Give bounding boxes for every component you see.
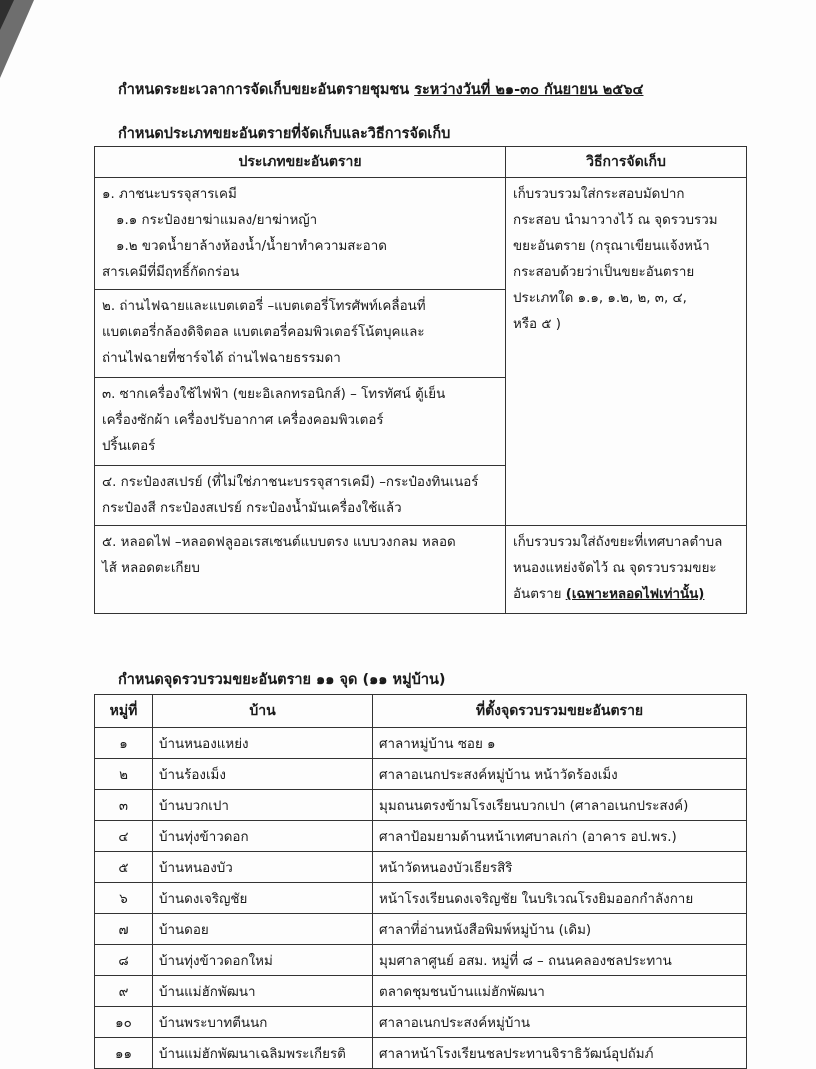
table-row bbox=[95, 759, 747, 790]
village-no-cell: ๓ bbox=[95, 790, 153, 821]
village-name-cell: บ้านบวกเปา bbox=[153, 790, 373, 821]
method-text: อันตราย bbox=[513, 587, 566, 602]
type-line: ๒. ถ่านไฟฉายและแบตเตอรี่ –แบตเตอรี่โทรศัพท์เคลื่อนที่ bbox=[102, 299, 426, 314]
location-cell: หน้าวัดหนองบัวเธียรสิริ bbox=[373, 852, 747, 883]
table-row bbox=[95, 883, 747, 914]
table-header-row bbox=[95, 695, 747, 728]
type-line: สารเคมีที่มีฤทธิ์กัดกร่อน bbox=[102, 265, 240, 280]
type-line: ๓. ซากเครื่องใช้ไฟฟ้า (ขยะอิเลกทรอนิกส์) – โทรทัศน์ ตู้เย็น bbox=[102, 387, 446, 402]
table-row bbox=[95, 821, 747, 852]
table-row bbox=[95, 728, 747, 759]
type-line: ๑.๒ ขวดน้ำยาล้างห้องน้ำ/น้ำยาทำความสะอาด bbox=[116, 239, 387, 254]
table-row bbox=[95, 852, 747, 883]
collection-points-title: กำหนดจุดรวบรวมขยะอันตราย ๑๑ จุด (๑๑ หมู่บ้าน) bbox=[118, 672, 446, 688]
village-no-cell: ๘ bbox=[95, 945, 153, 976]
method-line: เก็บรวบรวมใส่ถังขยะที่เทศบาลตำบล bbox=[513, 535, 723, 550]
collection-method-2 bbox=[506, 526, 747, 614]
location-cell: มุมถนนตรงข้ามโรงเรียนบวกเปา (ศาลาอเนกประสงค์) bbox=[373, 790, 747, 821]
table-row bbox=[95, 790, 747, 821]
hazard-type-5 bbox=[95, 526, 506, 614]
headline-date-range: ระหว่างวันที่ ๒๑-๓๐ กันยายน ๒๕๖๔ bbox=[414, 82, 644, 98]
header-location: ที่ตั้งจุดรวบรวมขยะอันตราย bbox=[373, 695, 747, 728]
hazard-type-3 bbox=[95, 378, 506, 466]
type-line: เครื่องซักผ้า เครื่องปรับอากาศ เครื่องคอมพิวเตอร์ bbox=[102, 413, 384, 428]
table-row bbox=[95, 945, 747, 976]
location-cell: ตลาดชุมชนบ้านแม่ฮักพัฒนา bbox=[373, 976, 747, 1007]
village-no-cell: ๖ bbox=[95, 883, 153, 914]
location-cell: หน้าโรงเรียนดงเจริญชัย ในบริเวณโรงยิมออกกำลังกาย bbox=[373, 883, 747, 914]
table-row bbox=[95, 1007, 747, 1038]
table-row bbox=[95, 526, 747, 614]
type-line: ๕. หลอดไฟ –หลอดฟลูออเรสเซนต์แบบตรง แบบวงกลม หลอด bbox=[102, 535, 456, 550]
location-cell: ศาลาหน้าโรงเรียนชลประทานจิราธิวัฒน์อุปถัมภ์ bbox=[373, 1038, 747, 1069]
method-line: ประเภทใด ๑.๑, ๑.๒, ๒, ๓, ๔, bbox=[513, 291, 687, 306]
village-no-cell: ๗ bbox=[95, 914, 153, 945]
village-name-cell: บ้านแม่ฮักพัฒนาเฉลิมพระเกียรติ bbox=[153, 1038, 373, 1069]
location-cell: ศาลาป้อมยามด้านหน้าเทศบาลเก่า (อาคาร อป.พร.) bbox=[373, 821, 747, 852]
header-village: บ้าน bbox=[153, 695, 373, 728]
location-cell: มุมศาลาศูนย์ อสม. หมู่ที่ ๘ – ถนนคลองชลประทาน bbox=[373, 945, 747, 976]
location-cell: ศาลาหมู่บ้าน ซอย ๑ bbox=[373, 728, 747, 759]
headline-text: กำหนดระยะเวลาการจัดเก็บขยะอันตรายชุมชน bbox=[118, 82, 415, 98]
type-line: ปริ้นเตอร์ bbox=[102, 439, 156, 454]
type-line: กระป๋องสี กระป๋องสเปรย์ กระป๋องน้ำมันเครื่องใช้แล้ว bbox=[102, 501, 402, 516]
type-line: ๔. กระป๋องสเปรย์ (ที่ไม่ใช่ภาชนะบรรจุสารเคมี) –กระป๋องทินเนอร์ bbox=[102, 475, 479, 490]
method-line: หนองแหย่งจัดไว้ ณ จุดรวบรวมขยะ bbox=[513, 561, 717, 576]
village-no-cell: ๑๐ bbox=[95, 1007, 153, 1038]
village-name-cell: บ้านแม่ฮักพัฒนา bbox=[153, 976, 373, 1007]
village-name-cell: บ้านหนองบัว bbox=[153, 852, 373, 883]
village-no-cell: ๔ bbox=[95, 821, 153, 852]
document-headline bbox=[118, 78, 643, 101]
table-header-row bbox=[95, 147, 747, 178]
page-corner-shadow bbox=[0, 0, 14, 30]
village-no-cell: ๑ bbox=[95, 728, 153, 759]
village-name-cell: บ้านดงเจริญชัย bbox=[153, 883, 373, 914]
method-line: เก็บรวบรวมใส่กระสอบมัดปาก bbox=[513, 187, 685, 202]
village-name-cell: บ้านทุ่งข้าวดอก bbox=[153, 821, 373, 852]
table-row bbox=[95, 914, 747, 945]
table-row bbox=[95, 1038, 747, 1069]
header-village-no: หมู่ที่ bbox=[95, 695, 153, 728]
village-name-cell: บ้านทุ่งข้าวดอกใหม่ bbox=[153, 945, 373, 976]
type-line: ถ่านไฟฉายที่ชาร์จได้ ถ่านไฟฉายธรรมดา bbox=[102, 351, 341, 366]
method-line: หรือ ๕ ) bbox=[513, 317, 561, 332]
type-line: ๑.๑ กระป๋องยาฆ่าแมลง/ยาฆ่าหญ้า bbox=[116, 213, 318, 228]
location-cell: ศาลาอเนกประสงค์หมู่บ้าน หน้าวัดร้องเม็ง bbox=[373, 759, 747, 790]
type-line: ๑. ภาชนะบรรจุสารเคมี bbox=[102, 187, 237, 202]
village-no-cell: ๕ bbox=[95, 852, 153, 883]
village-name-cell: บ้านพระบาทตีนนก bbox=[153, 1007, 373, 1038]
hazard-type-4 bbox=[95, 466, 506, 526]
method-emphasis: (เฉพาะหลอดไฟเท่านั้น) bbox=[565, 587, 705, 602]
village-no-cell: ๒ bbox=[95, 759, 153, 790]
table-row bbox=[95, 178, 747, 290]
location-cell: ศาลาที่อ่านหนังสือพิมพ์หมู่บ้าน (เดิม) bbox=[373, 914, 747, 945]
type-line: แบตเตอรี่กล้องดิจิตอล แบตเตอรี่คอมพิวเตอร์โน้ตบุคและ bbox=[102, 325, 425, 340]
table-row bbox=[95, 976, 747, 1007]
village-name-cell: บ้านหนองแหย่ง bbox=[153, 728, 373, 759]
collection-method-1 bbox=[506, 178, 747, 526]
collection-points-table bbox=[94, 694, 747, 1069]
village-no-cell: ๑๑ bbox=[95, 1038, 153, 1069]
village-name-cell: บ้านร้องเม็ง bbox=[153, 759, 373, 790]
hazard-types-title: กำหนดประเภทขยะอันตรายที่จัดเก็บและวิธีการจัดเก็บ bbox=[118, 126, 451, 142]
method-line bbox=[513, 582, 740, 608]
header-hazard-type: ประเภทขยะอันตราย bbox=[95, 147, 506, 178]
header-collection-method: วิธีการจัดเก็บ bbox=[506, 147, 747, 178]
type-line: ไส้ หลอดตะเกียบ bbox=[102, 561, 200, 576]
method-line: กระสอบด้วยว่าเป็นขยะอันตราย bbox=[513, 265, 695, 280]
hazard-types-table bbox=[94, 146, 747, 614]
hazard-type-1 bbox=[95, 178, 506, 290]
hazard-type-2 bbox=[95, 290, 506, 378]
location-cell: ศาลาอเนกประสงค์หมู่บ้าน bbox=[373, 1007, 747, 1038]
method-line: กระสอบ นำมาวางไว้ ณ จุดรวบรวม bbox=[513, 213, 718, 228]
method-line: ขยะอันตราย (กรุณาเขียนแจ้งหน้า bbox=[513, 239, 710, 254]
village-name-cell: บ้านดอย bbox=[153, 914, 373, 945]
village-no-cell: ๙ bbox=[95, 976, 153, 1007]
